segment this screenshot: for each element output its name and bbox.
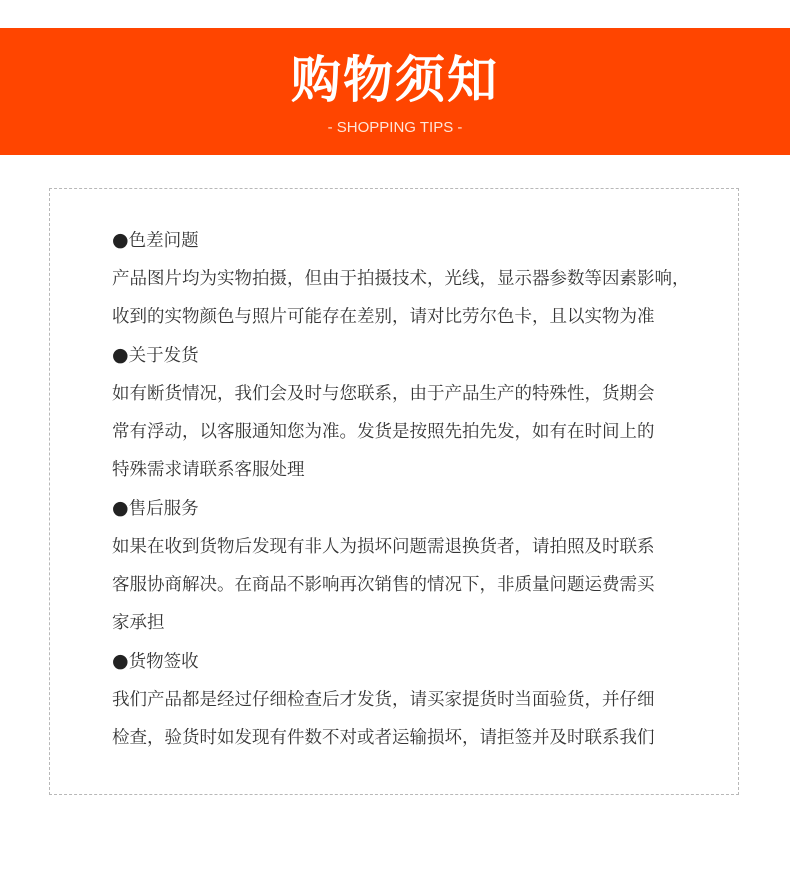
bullet-icon: ●	[112, 344, 129, 366]
tips-box	[49, 188, 739, 795]
bullet-icon: ●	[112, 650, 129, 672]
section-heading-label: 售后服务	[128, 499, 199, 519]
tip-line: 如有断货情况，我们会及时与您联系，由于产品生产的特殊性，货期会	[112, 384, 655, 404]
banner-title: 购物须知	[291, 51, 499, 109]
tip-line: 收到的实物颜色与照片可能存在差别，请对比劳尔色卡，且以实物为准	[112, 307, 655, 327]
tip-section-shipping	[112, 336, 712, 489]
section-heading-label: 货物签收	[128, 652, 199, 672]
tip-line: 如果在收到货物后发现有非人为损坏问题需退换货者，请拍照及时联系	[112, 537, 655, 557]
banner-subtitle: - SHOPPING TIPS -	[327, 119, 463, 136]
shopping-tips-banner	[0, 28, 790, 155]
section-heading	[112, 642, 712, 681]
tips-content	[112, 221, 712, 757]
tip-section-delivery-receipt	[112, 642, 712, 757]
tip-line: 检查，验货时如发现有件数不对或者运输损坏，请拒签并及时联系我们	[112, 728, 655, 748]
tip-line: 家承担	[112, 613, 165, 633]
tip-line: 产品图片均为实物拍摄，但由于拍摄技术，光线，显示器参数等因素影响，	[112, 269, 690, 289]
tip-section-color-difference	[112, 221, 712, 336]
section-heading	[112, 489, 712, 528]
tip-line: 常有浮动，以客服通知您为准。发货是按照先拍先发，如有在时间上的	[112, 422, 655, 442]
tip-line: 我们产品都是经过仔细检查后才发货，请买家提货时当面验货，并仔细	[112, 690, 655, 710]
tip-section-after-sales	[112, 489, 712, 642]
section-heading	[112, 336, 712, 375]
bullet-icon: ●	[112, 497, 129, 519]
section-heading-label: 色差问题	[128, 231, 199, 251]
section-heading-label: 关于发货	[128, 346, 199, 366]
tip-line: 特殊需求请联系客服处理	[112, 460, 305, 480]
section-heading	[112, 221, 712, 260]
tip-line: 客服协商解决。在商品不影响再次销售的情况下，非质量问题运费需买	[112, 575, 655, 595]
bullet-icon: ●	[112, 229, 129, 251]
